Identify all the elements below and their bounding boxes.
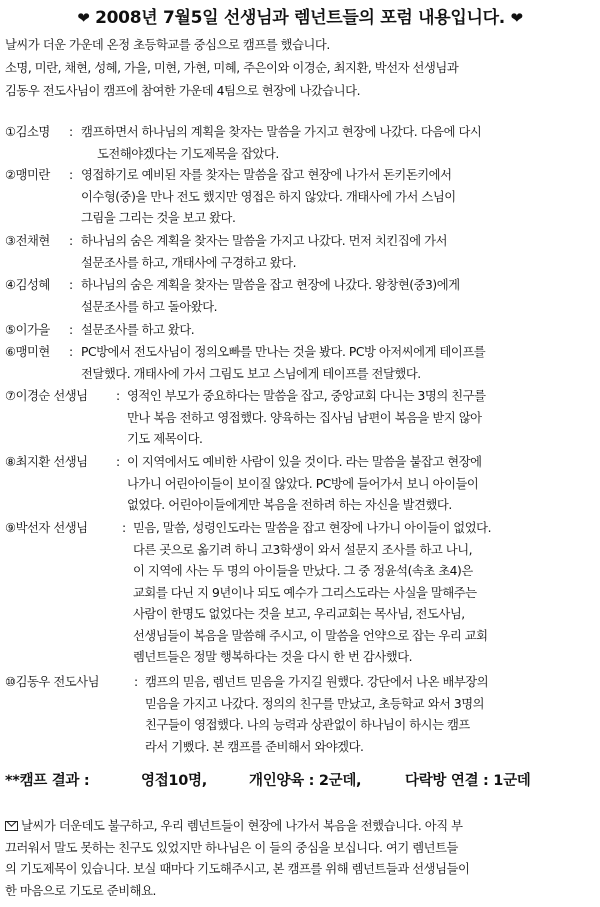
entry-text: 설문조사를 하고 돌아왔다.	[81, 299, 218, 314]
entry-text: 나가니 어린아이들이 보이질 않았다. PC방에 들어가서 보니 아이들이	[127, 476, 479, 491]
closing-text: 한 마음으로 기도로 준비해요.	[5, 883, 156, 898]
entry-name: ③전채현	[5, 234, 50, 248]
entry-text: 라서 기뻤다. 본 캠프를 준비해서 와야겠다.	[145, 739, 364, 754]
entry-name: ⑥맹미현	[5, 345, 50, 359]
entry-name: ⑤이가을	[5, 323, 50, 337]
entry-separator: :	[69, 278, 73, 292]
report-entry	[5, 452, 597, 517]
entry-text: 영적인 부모가 중요하다는 말씀을 잡고, 중앙교회 다니는 3명의 친구를	[127, 389, 486, 403]
report-entry	[5, 672, 597, 758]
closing-text: 날씨가 더운데도 불구하고, 우리 렘넌트들이 현장에 나가서 복음을 전했습니다. 아직 부	[21, 819, 463, 833]
title-text: 2008년 7월5일 선생님과 렘넌트들의 포럼 내용입니다.	[95, 8, 505, 28]
entry-separator: :	[69, 168, 73, 182]
report-entry	[5, 518, 597, 669]
entry-name: ④김성혜	[5, 278, 50, 292]
entry-text: 그림을 그리는 것을 보고 왔다.	[81, 211, 236, 225]
result-nurture: 개인양육 : 2군데,	[249, 773, 362, 789]
entry-separator: :	[122, 521, 126, 535]
entry-text: 없었다. 어린아이들에게만 복음을 전하려 하는 자신을 발견했다.	[127, 498, 452, 512]
report-entry	[5, 165, 597, 230]
entry-separator: :	[116, 455, 120, 469]
entry-text: 사람이 한명도 없었다는 것을 보고, 우리교회는 목사님, 전도사님,	[133, 607, 465, 621]
result-conversions: 영접10명,	[141, 773, 207, 789]
entry-text: 친구들이 영접했다. 나의 능력과 상관없이 하나님이 하시는 캠프	[145, 718, 470, 732]
closing-text: 의 기도제목이 있습니다. 보실 때마다 기도해주시고, 본 캠프를 위해 렘넌트들과 선생님들이	[5, 862, 470, 876]
entry-text: 다른 곳으로 옮기려 하니 고3학생이 와서 설문지 조사를 하고 나니,	[133, 542, 473, 557]
entry-text: 만나 복음 전하고 영접했다. 양육하는 집사님 남편이 복음을 받지 않아	[127, 410, 482, 425]
entry-separator: :	[69, 234, 73, 248]
entry-name: ①김소명	[5, 125, 50, 139]
entry-text: 캠프하면서 하나님의 계획을 찾자는 말씀을 가지고 현장에 나갔다. 다음에 다시	[81, 125, 482, 139]
document-title	[0, 6, 600, 30]
entry-text: 설문조사를 하고 왔다.	[81, 323, 195, 337]
heart-icon: ❤	[77, 9, 90, 27]
intro-line: 소명, 미란, 채현, 성혜, 가을, 미현, 가현, 미혜, 주은이와 이경순, 최지환, 박선자 선생님과	[5, 61, 459, 75]
entry-text: 렘넌트들은 정말 행복하다는 것을 다시 한 번 감사했다.	[133, 650, 413, 664]
entry-text: 믿음을 가지고 나갔다. 정의의 친구를 만났고, 초등학교 와서 3명의	[145, 696, 485, 711]
closing-paragraph	[5, 816, 597, 902]
report-entry	[5, 275, 597, 318]
entry-text: 교회를 다닌 지 9년이나 되도 예수가 그리스도라는 사실을 말해주는	[133, 585, 477, 600]
entry-text: 캠프의 믿음, 렘넌트 믿음을 가지길 원했다. 강단에서 나온 배부장의	[145, 675, 489, 689]
entry-text: 이수형(중)을 만나 전도 했지만 영접은 하지 않았다. 개태사에 가서 스님이	[81, 189, 456, 204]
entry-text: 믿음, 말씀, 성령인도라는 말씀을 잡고 현장에 나가니 아이들이 없었다.	[133, 521, 492, 535]
entry-text: 이 지역에서도 예비한 사람이 있을 것이다. 라는 말씀을 붙잡고 현장에	[127, 455, 482, 469]
entry-text: 하나님의 숨은 계획을 찾자는 말씀을 잡고 현장에 나갔다. 왕창현(중3)에게	[81, 278, 460, 292]
closing-text: 끄러워서 말도 못하는 친구도 있었지만 하나님은 이 들의 중심을 보십니다. 여기 렘넌트들	[5, 840, 458, 855]
entry-name: ②맹미란	[5, 168, 50, 182]
entry-text: PC방에서 전도사님이 정의오빠를 만나는 것을 봤다. PC방 아저씨에게 테이프를	[81, 345, 486, 359]
result-small-group: 다락방 연결 : 1군데	[405, 773, 531, 789]
entry-text: 선생님들이 복음을 말씀해 주시고, 이 말씀을 언약으로 잡는 우리 교회	[133, 628, 488, 643]
entry-separator: :	[69, 125, 73, 139]
entry-name: ⑧최지환 선생님	[5, 455, 88, 469]
entry-separator: :	[69, 345, 73, 359]
entry-name: ⑩김동우 전도사님	[5, 675, 100, 689]
report-entry	[5, 320, 597, 342]
entry-text: 도전해야겠다는 기도제목을 잡았다.	[97, 146, 279, 161]
heart-icon: ❤	[510, 9, 523, 27]
report-entry	[5, 122, 597, 165]
entry-text: 영접하기로 예비된 자를 찾자는 말씀을 잡고 현장에 나가서 돈키돈키에서	[81, 168, 452, 182]
entry-text: 기도 제목이다.	[127, 432, 203, 446]
entry-separator: :	[134, 675, 138, 689]
report-entry	[5, 342, 597, 385]
intro-line: 날씨가 더운 가운데 온정 초등학교를 중심으로 캠프를 했습니다.	[5, 38, 330, 52]
entry-text: 설문조사를 하고, 개태사에 구경하고 왔다.	[81, 255, 297, 270]
entry-name: ⑨박선자 선생님	[5, 521, 88, 535]
envelope-icon	[5, 821, 18, 831]
report-entry	[5, 231, 597, 274]
entry-separator: :	[69, 323, 73, 337]
entry-text: 하나님의 숨은 계획을 찾자는 말씀을 가지고 나갔다. 먼저 치킨집에 가서	[81, 234, 448, 248]
entry-name: ⑦이경순 선생님	[5, 389, 88, 403]
report-entry	[5, 386, 597, 451]
intro-line: 김동우 전도사님이 캠프에 참여한 가운데 4팀으로 현장에 나갔습니다.	[5, 84, 361, 98]
entry-text: 전달했다. 개태사에 가서 그림도 보고 스님에게 테이프를 전달했다.	[81, 366, 421, 381]
entry-text: 이 지역에 사는 두 명의 아이들을 만났다. 그 중 정윤석(속초 초4)은	[133, 564, 473, 578]
camp-result	[5, 770, 597, 792]
result-label: **캠프 결과 :	[5, 773, 90, 789]
entry-separator: :	[116, 389, 120, 403]
